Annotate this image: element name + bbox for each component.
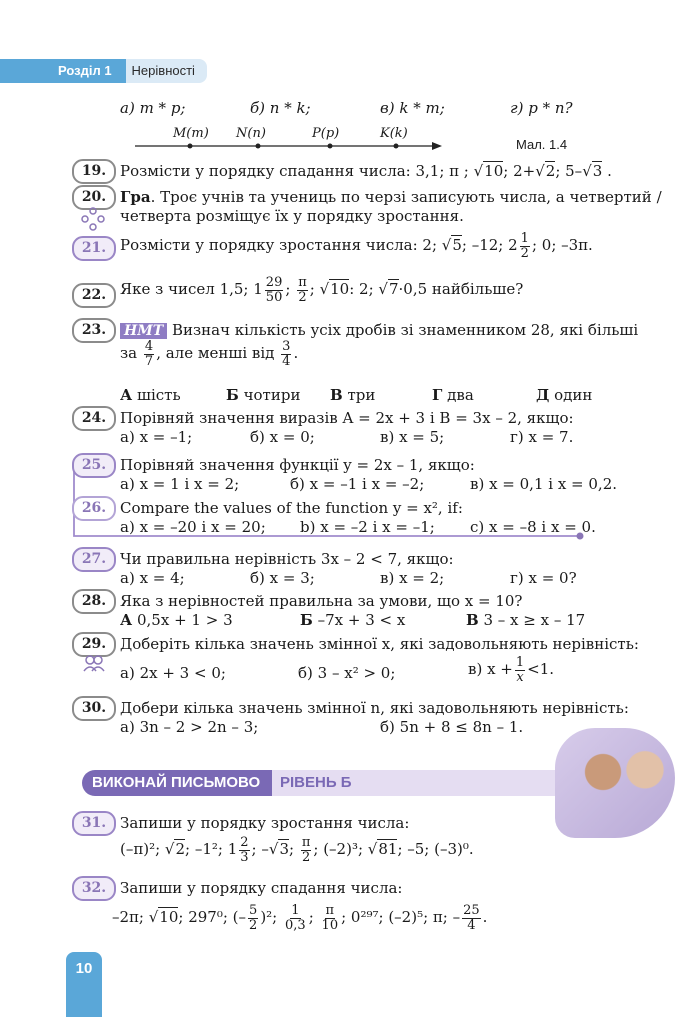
q26-option-b: b) x = –2 і x = –1; <box>300 518 435 536</box>
q25-option-b: б) x = –1 і x = –2; <box>290 475 425 493</box>
q24-option-d: г) x = 7. <box>510 428 574 446</box>
q23-line2: за $\frac{4}{7}$ , але менші від $\frac{3}{4}$ . <box>120 339 299 369</box>
axis-label-p: P(p) <box>312 126 340 141</box>
q26-option-c: c) x = –8 і x = 0. <box>470 518 596 536</box>
task-number-26: 26. <box>72 496 116 521</box>
axis-point-m <box>188 144 193 149</box>
page-number: 10 <box>66 952 102 1017</box>
task-number-30: 30. <box>72 696 116 721</box>
section-label: Розділ 1 <box>0 59 126 83</box>
group-game-icon <box>80 207 106 231</box>
figure-caption: Мал. 1.4 <box>516 137 568 152</box>
q27-option-b: б) x = 3; <box>250 569 315 587</box>
students-photo <box>555 728 675 838</box>
axis-label-m: M(m) <box>173 126 209 141</box>
task-number-23: 23. <box>72 318 116 343</box>
task-number-28: 28. <box>72 589 116 614</box>
task-number-24: 24. <box>72 406 116 431</box>
axis-label-n: N(n) <box>236 126 266 141</box>
q32-numbers: –2π; √10; 297⁰; (– $\frac{5}{2}$ )²; $\frac{1}{0,3}$ ; $\frac{\pi}{10}$ ; 0²⁹⁷; (–2)⁵; π; – $\frac{25}{4}$ . <box>112 903 488 933</box>
axis-label-k: K(k) <box>380 126 408 141</box>
q31-numbers: (–π)²; √2; –1²; 1 $\frac{2}{3}$ ; –√3; $\frac{\pi}{2}$ ; (–2)³; √81; –5; (–3)⁰. <box>120 835 474 865</box>
q27-option-c: в) x = 2; <box>380 569 445 587</box>
q29-option-a: а) 2x + 3 < 0; <box>120 664 226 682</box>
q18-option-a: а) m * p; <box>120 99 186 117</box>
axis-point-k <box>394 144 399 149</box>
task-number-22: 22. <box>72 283 116 308</box>
q28-line1: Яка з нерівностей правильна за умови, що x = 10? <box>120 592 523 610</box>
q20-line1: Гра. Троє учнів та учениць по черзі записують числа, а четвертий / <box>120 188 662 206</box>
q25-option-a: а) x = 1 і x = 2; <box>120 475 240 493</box>
q32-line1: Запиши у порядку спадання числа: <box>120 879 403 897</box>
section-title: Нерівності <box>126 59 207 83</box>
q23-option-c: В три <box>330 386 376 404</box>
q23-line1: НМТ Визнач кількість усіх дробів зі знаменником 28, які більші <box>120 321 638 339</box>
q27-line1: Чи правильна нерівність 3x – 2 < 7, якщо: <box>120 550 454 568</box>
q24-option-b: б) x = 0; <box>250 428 315 446</box>
q28-option-a: А 0,5x + 1 > 3 <box>120 611 233 629</box>
task-number-32: 32. <box>72 876 116 901</box>
q29-option-c: в) x + $\frac{1}{x}$ <1. <box>468 655 555 685</box>
q23-option-e: Д один <box>536 386 593 404</box>
q30-line1: Добери кілька значень змінної n, які задовольняють нерівність: <box>120 699 629 717</box>
q30-option-b: б) 5n + 8 ≤ 8n – 1. <box>380 718 524 736</box>
task-number-29: 29. <box>72 632 116 657</box>
q28-option-c: В 3 – x ≥ x – 17 <box>466 611 586 629</box>
q18-option-d: г) p * n? <box>510 99 573 117</box>
q30-option-a: а) 3n – 2 > 2n – 3; <box>120 718 259 736</box>
task-number-21: 21. <box>72 236 116 261</box>
q21-text: Розмісти у порядку зростання числа: 2; √5; –12; 2 $\frac{1}{2}$ ; 0; –3π. <box>120 231 593 261</box>
q31-line1: Запиши у порядку зростання числа: <box>120 814 410 832</box>
nmt-badge: НМТ <box>120 323 167 339</box>
q25-line1: Порівняй значення функції y = 2x – 1, якщо: <box>120 456 475 474</box>
q27-option-d: г) x = 0? <box>510 569 577 587</box>
task-number-19: 19. <box>72 159 116 184</box>
q28-option-b: Б –7x + 3 < x <box>300 611 406 629</box>
q18-option-b: б) n * k; <box>250 99 311 117</box>
written-task-banner: ВИКОНАЙ ПИСЬМОВО <box>82 770 272 796</box>
q22-text: Яке з чисел 1,5; 1 $\frac{29}{50}$ ; $\frac{\pi}{2}$ ; √10: 2; √7·0,5 найбільше? <box>120 275 524 305</box>
q26-option-a: а) x = –20 і x = 20; <box>120 518 266 536</box>
task-number-27: 27. <box>72 547 116 572</box>
q18-option-c: в) k * m; <box>380 99 445 117</box>
q25-option-c: в) x = 0,1 і x = 0,2. <box>470 475 618 493</box>
axis-point-p <box>328 144 333 149</box>
level-banner: РІВЕНЬ Б <box>272 770 572 796</box>
q27-option-a: а) x = 4; <box>120 569 185 587</box>
task-number-25: 25. <box>72 453 116 478</box>
task-number-20: 20. <box>72 185 116 210</box>
q29-line1: Доберіть кілька значень змінної x, які задовольняють нерівність: <box>120 635 639 653</box>
axis-point-n <box>256 144 261 149</box>
q24-option-c: в) x = 5; <box>380 428 445 446</box>
q19-text: Розмісти у порядку спадання числа: 3,1; π ; √10; 2+√2; 5–√3 . <box>120 162 612 180</box>
q23-option-a: А шість <box>120 386 181 404</box>
q23-option-b: Б чотири <box>226 386 301 404</box>
q26-line1: Compare the values of the function y = x², if: <box>120 499 463 517</box>
q24-line1: Порівняй значення виразів A = 2x + 3 і B = 3x – 2, якщо: <box>120 409 574 427</box>
q29-option-b: б) 3 – x² > 0; <box>298 664 396 682</box>
section-header <box>0 59 207 83</box>
q20-line2: четверта розміщує їх у порядку зростання. <box>120 207 464 225</box>
task-number-31: 31. <box>72 811 116 836</box>
q23-option-d: Г два <box>432 386 474 404</box>
q24-option-a: а) x = –1; <box>120 428 193 446</box>
pair-work-icon <box>82 654 106 672</box>
